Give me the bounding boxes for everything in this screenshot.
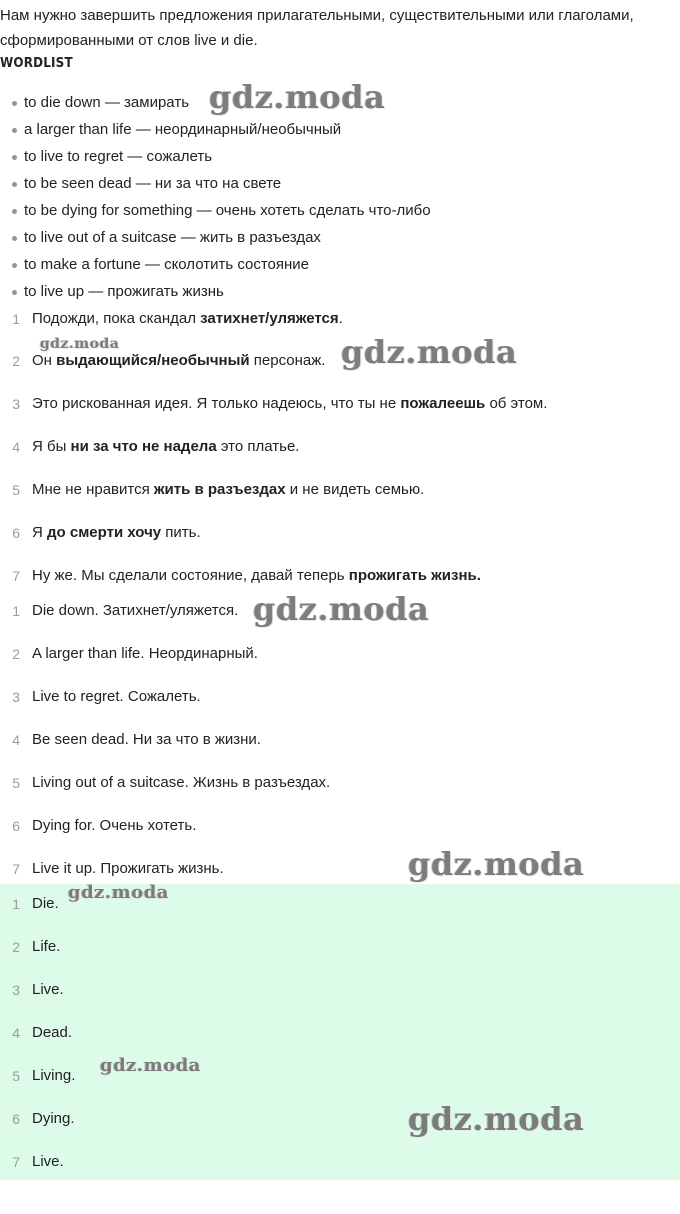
- wordlist-item: to make a fortune — сколотить состояние: [0, 251, 431, 278]
- bullet-icon: [12, 209, 17, 214]
- bullet-icon: [12, 128, 17, 133]
- wordlist-item: to be seen dead — ни за что на свете: [0, 170, 431, 197]
- wordlist-title: WORDLIST: [0, 56, 73, 71]
- wordlist-item: to be dying for something — очень хотеть сделать что-либо: [0, 197, 431, 224]
- watermark: gdz.moda: [253, 590, 430, 628]
- wordlist-item: to live to regret — сожалеть: [0, 143, 431, 170]
- watermark: gdz.moda: [40, 336, 120, 352]
- wordlist-item: a larger than life — неординарный/необычный: [0, 116, 431, 143]
- wordlist: [0, 89, 431, 305]
- bullet-icon: [12, 236, 17, 241]
- watermark: gdz.moda: [100, 1055, 201, 1076]
- bullet-icon: [12, 263, 17, 268]
- wordlist-item: to live up — прожигать жизнь: [0, 278, 431, 305]
- intro-text: Нам нужно завершить предложения прилагательными, существительными или глаголами, сформированными от слов live и die.: [0, 7, 634, 49]
- watermark: gdz.moda: [408, 1100, 585, 1138]
- watermark: gdz.moda: [408, 845, 585, 883]
- watermark: gdz.moda: [68, 882, 169, 903]
- bullet-icon: [12, 101, 17, 106]
- wordlist-item: to live out of a suitcase — жить в разъездах: [0, 224, 431, 251]
- watermark: gdz.moda: [341, 333, 518, 371]
- bullet-icon: [12, 155, 17, 160]
- bullet-icon: [12, 182, 17, 187]
- watermark: gdz.moda: [209, 78, 386, 116]
- wordlist-item: to die down — замирать: [0, 89, 431, 116]
- bullet-icon: [12, 290, 17, 295]
